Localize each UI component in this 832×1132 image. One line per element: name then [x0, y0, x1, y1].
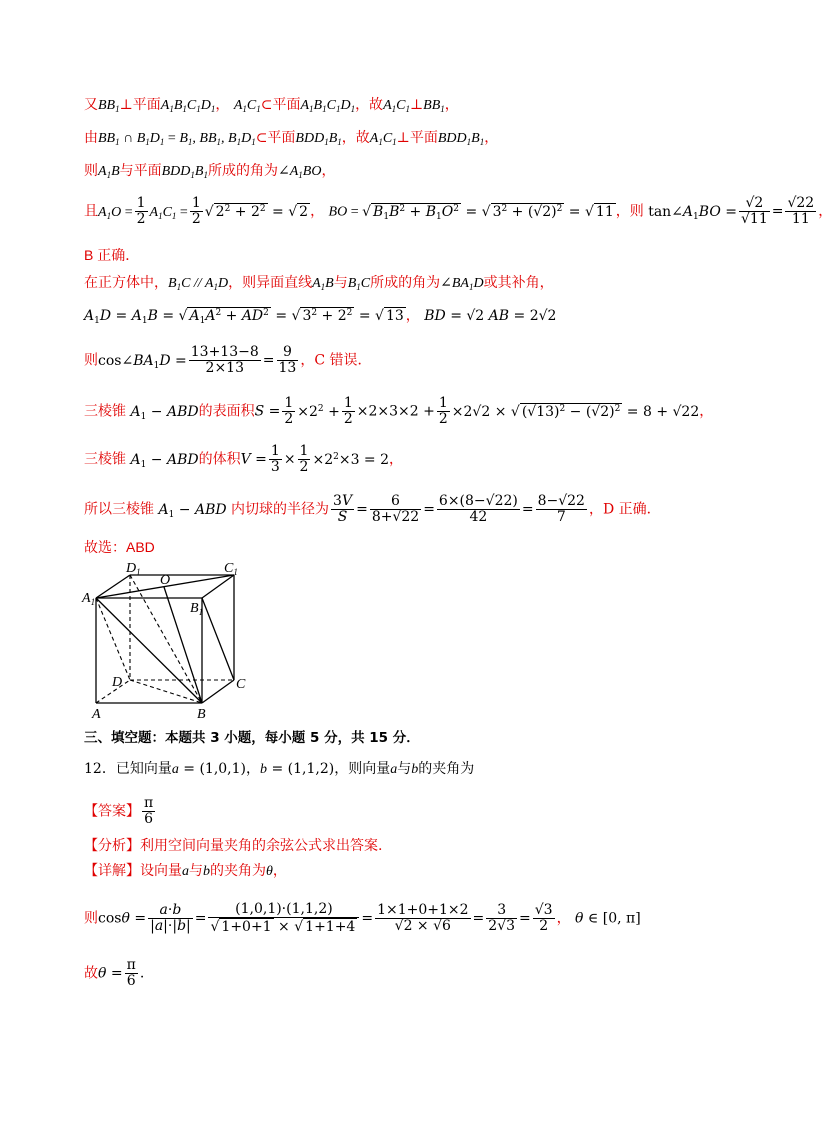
text: 与	[397, 761, 412, 777]
text: 内切球的半径为	[231, 501, 330, 518]
text: ⊥	[409, 97, 424, 113]
text: ，	[272, 863, 287, 879]
label-a: A	[92, 707, 101, 722]
text: 三棱锥	[84, 451, 126, 468]
text: ⊥平面	[396, 130, 438, 146]
text: 所成的角为	[207, 163, 278, 179]
text: ⊂平面	[255, 130, 296, 146]
diag-b1-c	[202, 598, 234, 680]
text: ，	[215, 97, 230, 113]
text: 与	[333, 275, 348, 291]
analysis-line	[84, 836, 382, 856]
text: ，	[246, 761, 261, 777]
text: ，	[444, 97, 459, 113]
text-line-7: $A_1D = A_1B$ = √ $A_1A^2 + AD^2$ = √ $3^2 + 2^2$ = √ 13 ， BD = √2 AB = 2√2	[84, 308, 557, 326]
text-line-2: 由$BB_1$ ∩ $B_1D_1 = B_1$, $BB_1$, $B_1D_1\subset$平面$BDD_1B_1$，故$A_1C_1\perp$平面$BDD_1B_1$，	[84, 130, 499, 147]
cube-figure	[82, 560, 262, 720]
final-line: 故θ = $\frac{\pi}{6}$ .	[84, 957, 145, 989]
text: 由	[84, 130, 98, 146]
text-line-4: 且$A_1O$ = $\frac{1}{2}$ $A_1C_1$ = $\frac{1}{2}$ √ $2^2 + 2^2$ = √ 2 ， BO = √ $B_1B^2 + B_1O^2$ = √ $3^2 + (√2)^2$ = √ 11 ，则 $\tan\angle A_1BO$ = $\frac{√2}{√11}$ = $\frac{√22}{11}$ ，	[84, 195, 832, 227]
text: 三棱锥	[84, 403, 126, 420]
label-d: D	[112, 675, 123, 690]
question-12: 12．已知向量a = (1,0,1)，b = (1,1,2)，则向量a与b的夹角为	[84, 761, 475, 777]
label-b: B	[197, 707, 206, 722]
text: 与平面	[119, 163, 162, 179]
text-line-8: 则$\cos\angle BA_1D$ = $\frac{13+13-8}{2\times 13}$ = $\frac{9}{13}$ ，C 错误．	[84, 344, 372, 376]
text-line-1: 又$BB_1\perp$平面$A_1B_1C_1D_1$， $A_1C_1\subset$平面$A_1B_1C_1D_1$，故$A_1C_1\perp BB_1$，	[84, 97, 459, 114]
text: 则	[84, 163, 98, 179]
text: ⊂平面	[260, 97, 301, 113]
section-heading: 三、填空题：本题共 3 小题，每小题 5 分，共 15 分．	[84, 730, 420, 746]
text-line-6: 在正方体中，$B_1C // A_1D$，则异面直线$A_1B$与$B_1C$所成的角为$\angle BA_1D$或其补角，	[84, 275, 554, 292]
answer-tag: 【答案】	[84, 803, 140, 820]
edge-c1-b1	[202, 575, 234, 598]
text-line-3: 则$A_1B$与平面$BDD_1B_1$所成的角为$\angle A_1BO$，	[84, 163, 336, 180]
text: 所以三棱锥	[84, 501, 154, 518]
label-d1: $D_1$	[126, 561, 141, 577]
text-line-5: B 正确．	[84, 247, 140, 263]
text-line-9: 三棱锥 $A_1$ − ABD的表面积S = $\frac{1}{2}$ $\times 2^2$ + $\frac{1}{2}$ ×2×3×2 + $\frac{1}{2}$ ×2√2 × √ $(√13)^2 - (√2)^2 = 8 + √22$，	[84, 395, 714, 427]
text-line-12: 故选：ABD	[84, 539, 155, 555]
text: 故	[84, 965, 98, 982]
text: 或其补角，	[483, 275, 554, 291]
text: 又	[84, 97, 98, 113]
text: 的夹角为	[418, 761, 475, 777]
edge-b-c	[202, 680, 234, 703]
question-number: 12．	[84, 761, 116, 777]
label-c: C	[236, 677, 246, 692]
text-line-11: 所以三棱锥 $A_1$ − ABD 内切球的半径为 $\frac{3V}{S}$ = $\frac{6}{8+√22}$ = $\frac{6\times(8-√22)}{42}$ = $\frac{8-√22}{7}$ ，D 正确．	[84, 493, 661, 525]
text: 的表面积	[198, 403, 255, 420]
text: 已知向量	[115, 761, 172, 777]
text: ，D 正确．	[588, 501, 661, 518]
text: 设向量	[140, 863, 182, 879]
label-c1: $C_1$	[224, 561, 238, 577]
text: ，则异面直线	[228, 275, 313, 291]
text: ，	[484, 130, 499, 146]
text: 在正方体中，	[84, 275, 168, 291]
text: ，故	[355, 97, 384, 113]
text-line-10: 三棱锥 $A_1$ − ABD的体积V = $\frac{1}{3}$ × $\frac{1}{2}$ $\times 2^2\times 3 = 2$，	[84, 443, 404, 475]
text: ，	[310, 203, 325, 220]
cos-calc-line: 则cosθ = $\frac{a\cdot b}{|a|\cdot|b|}$ = $\frac{(1,0,1)\cdot(1,1,2)}{√ 1+0+1 \times √ 1+1+4}$ = $\frac{1\times 1+0+1\times 2}{√2 \times √6}$ = $\frac{3}{2√3}$ = $\frac{√3}{2}$ ， θ ∈ [0, π]	[84, 901, 641, 935]
text: ，则向量	[334, 761, 391, 777]
text: ，则	[615, 203, 644, 220]
label-o: O	[160, 573, 171, 588]
analysis-text: 利用空间向量夹角的余弦公式求出答案.	[140, 838, 383, 854]
text: 与	[189, 863, 203, 879]
text: ，C 错误．	[300, 352, 372, 369]
text: 则	[84, 910, 98, 927]
hidden-a1-d	[96, 598, 130, 680]
label-b1: $B_1$	[190, 601, 204, 617]
text: 所成的角为	[370, 275, 441, 291]
text: 的体积	[198, 451, 241, 468]
answer-line: 【答案】 $\frac{\pi}{6}$	[84, 795, 154, 827]
label-a1: $A_1$	[82, 591, 96, 607]
text: 且	[84, 203, 98, 220]
text: ⊥平面	[119, 97, 161, 113]
text: 的夹角为	[210, 863, 266, 879]
detail-tag: 【详解】	[84, 863, 140, 879]
detail-line: 【详解】设向量a与b的夹角为θ，	[84, 863, 287, 879]
analysis-tag: 【分析】	[84, 838, 140, 854]
text: 则	[84, 352, 98, 369]
text: ，故	[341, 130, 370, 146]
